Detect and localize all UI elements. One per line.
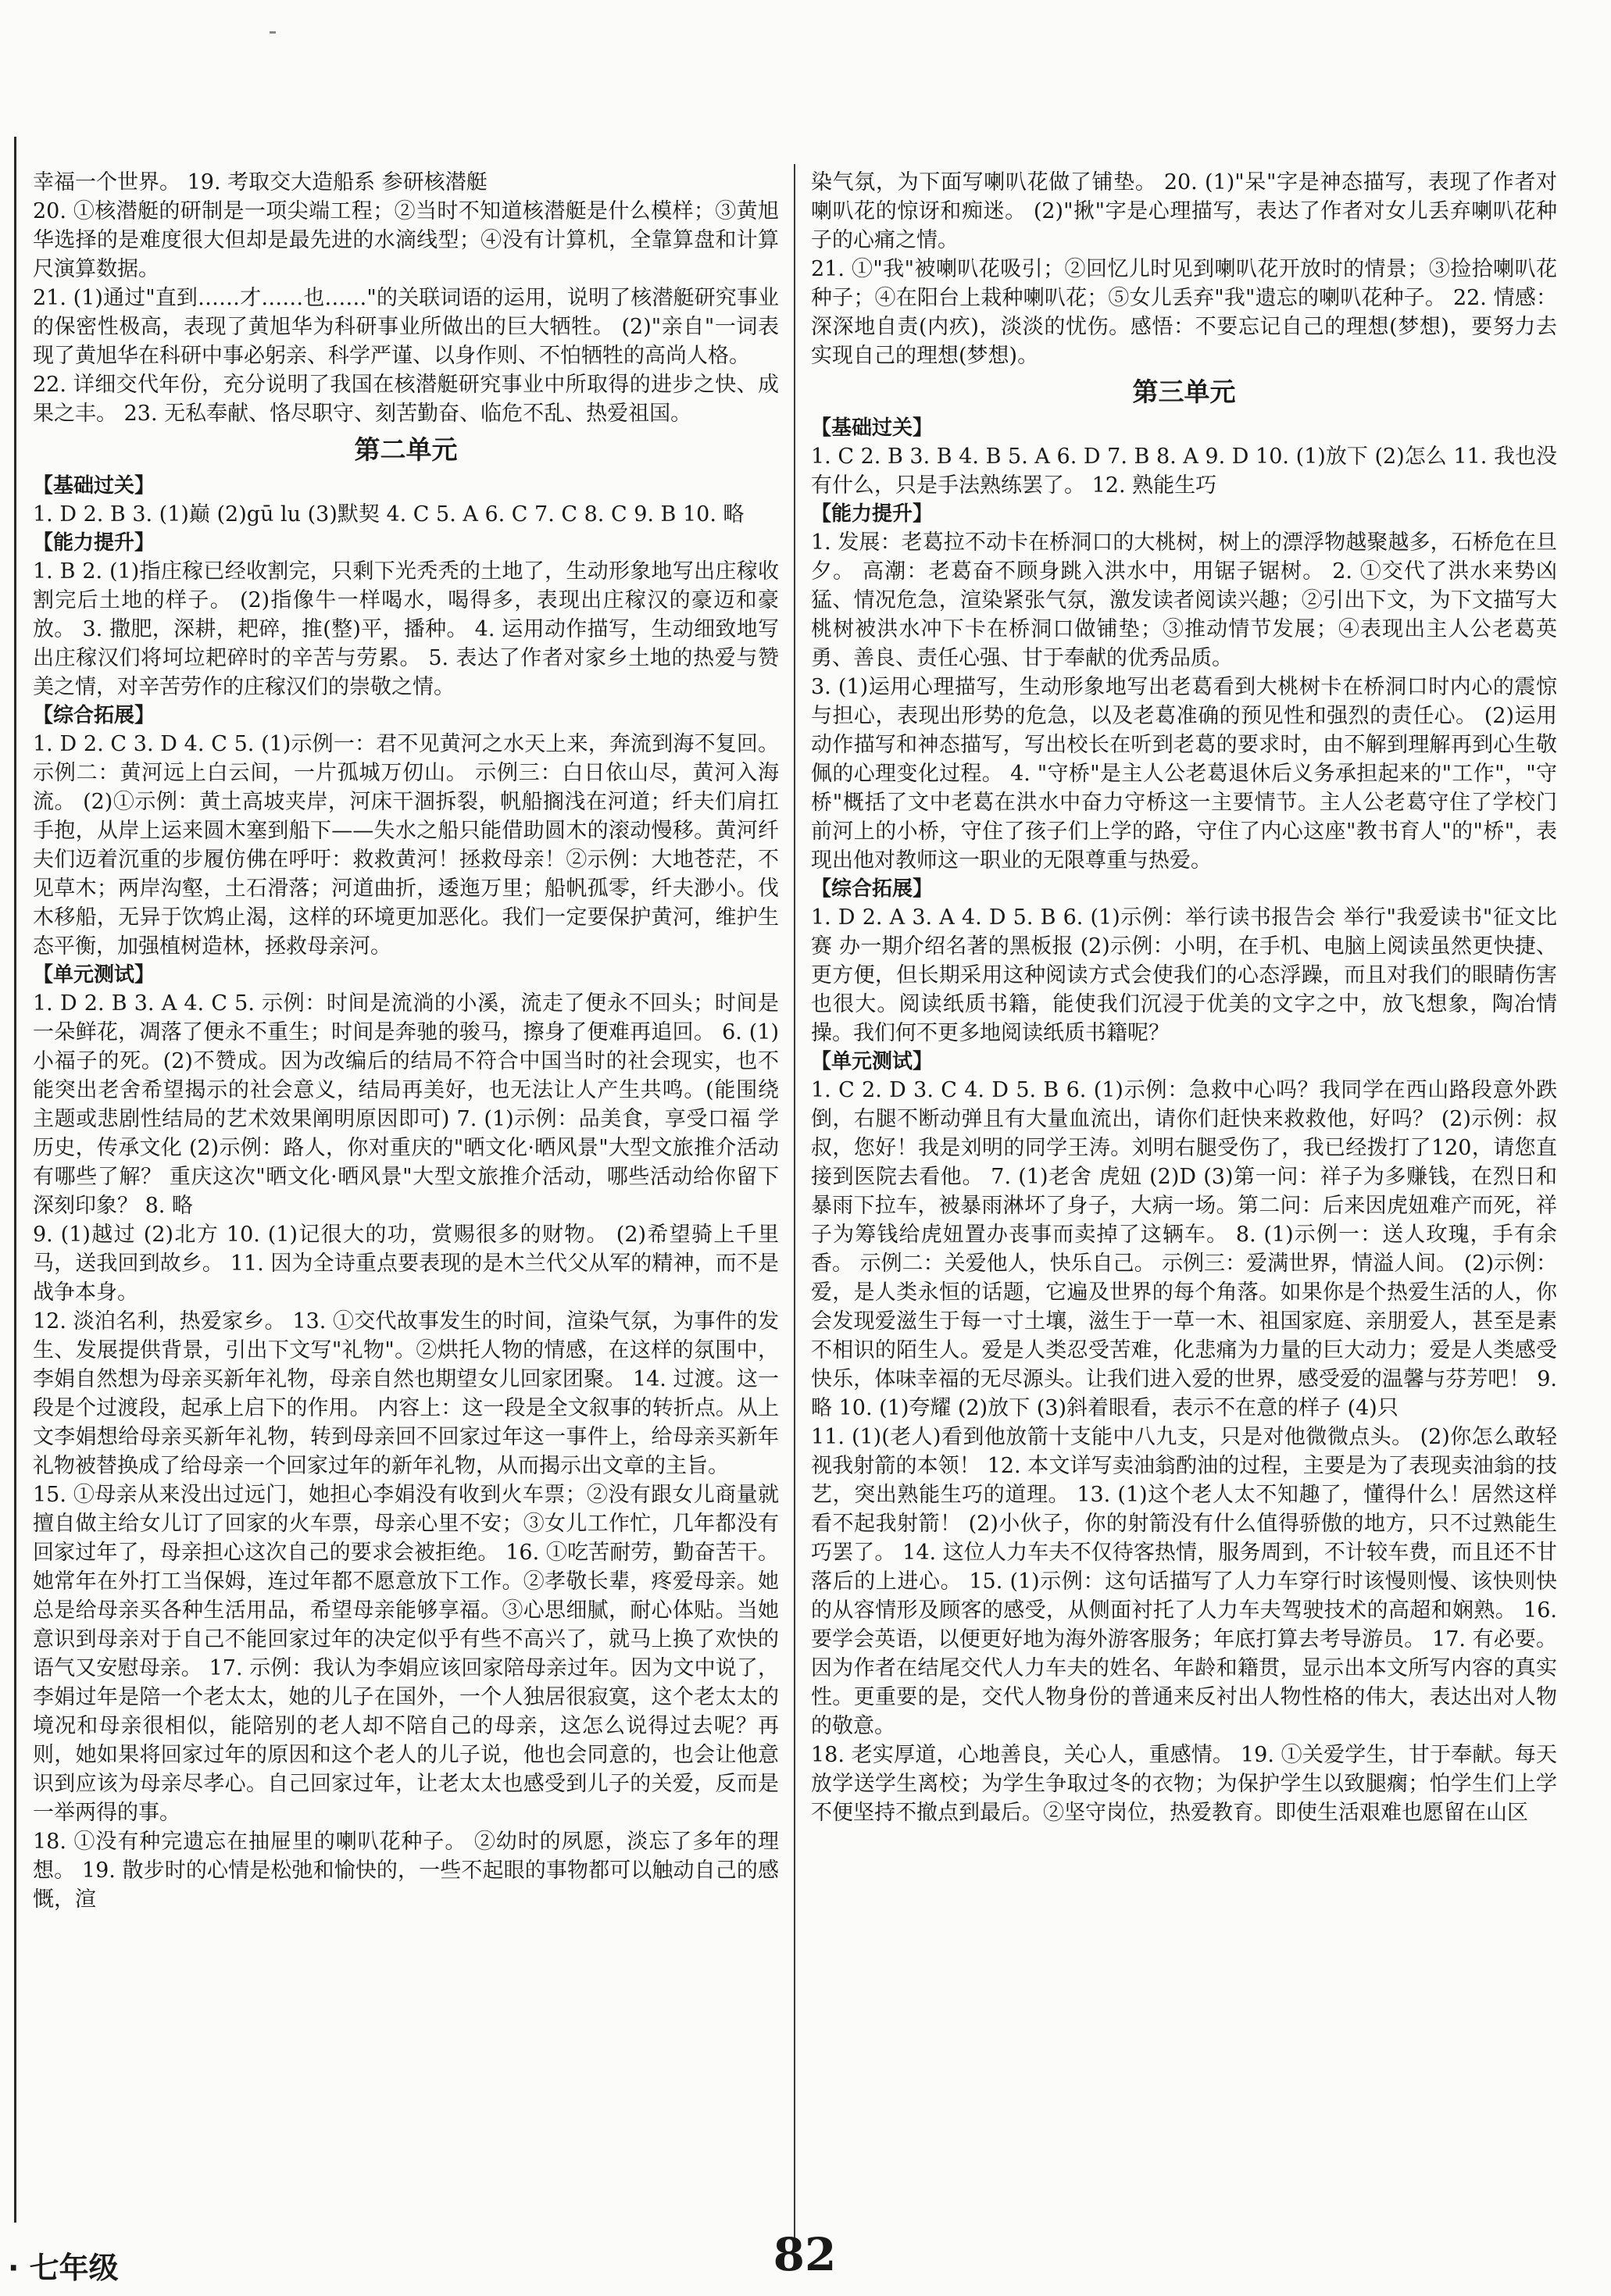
answer-paragraph: 幸福一个世界。 19. 考取交大造船系 参研核潜艇 (33, 170, 488, 195)
section-heading: 【单元测试】 (33, 963, 155, 987)
answer-paragraph: 1. 发展：老葛拉不动卡在桥洞口的大桃树，树上的漂浮物越聚越多，石桥危在旦夕。 高潮：老葛奋不顾身跳入洪水中，用锯子锯树。 2. ①交代了洪水来势凶猛、情况危急，渲染紧张气氛，激发读者阅读兴趣；②引出下文，为下文描写大桃树被洪水冲下卡在桥洞口做铺垫；③推动情节发展；④表现出主人公老葛英勇、善良、责任心强、甘于奉献的优秀品质。 (811, 530, 1557, 670)
page-number: 82 (773, 2228, 837, 2281)
unit-heading: 第三单元 (1132, 377, 1236, 407)
section-heading: 【综合拓展】 (811, 877, 934, 901)
section-heading: 【基础过关】 (811, 416, 934, 440)
section-heading: 【基础过关】 (33, 474, 155, 498)
section-heading: 【综合拓展】 (33, 704, 155, 727)
answer-paragraph: 21. ①"我"被喇叭花吸引；②回忆儿时见到喇叭花开放时的情景；③捡拾喇叭花种子；④在阳台上栽种喇叭花；⑤女儿丢弃"我"遗忘的喇叭花种子。 22. 情感：深深地自责(内疚)，淡淡的忧伤。感悟：不要忘记自己的理想(梦想)，要努力去实现自己的理想(梦想)。 (811, 257, 1557, 368)
answer-paragraph: 18. 老实厚道，心地善良，关心人，重感情。 19. ①关爱学生，甘于奉献。每天放学送学生离校；为学生争取过冬的衣物；为保护学生以致腿瘸；怕学生们上学不便坚持不撤点到最后。②坚守岗位，热爱教育。即使生活艰难也愿留在山区 (811, 1743, 1557, 1825)
footer-grade-label: · 七年级 (8, 2251, 119, 2285)
answer-paragraph: 染气氛，为下面写喇叭花做了铺垫。 20. (1)"呆"字是神态描写，表现了作者对喇叭花的惊讶和痴迷。 (2)"揪"字是心理描写，表达了作者对女儿丢弃喇叭花种子的心痛之情。 (811, 170, 1557, 252)
answer-paragraph: 1. D 2. B 3. (1)巅 (2)gū lu (3)默契 4. C 5. A 6. C 7. C 8. C 9. B 10. 略 (33, 502, 745, 527)
section-heading: 【能力提升】 (33, 531, 155, 555)
answer-paragraph: 1. D 2. B 3. A 4. C 5. 示例：时间是流淌的小溪，流走了便永不回头；时间是一朵鲜花，凋落了便永不重生；时间是奔驰的骏马，擦身了便难再追回。 6. (1)小福子的死。(2)不赞成。因为改编后的结局不符合中国当时的社会现实，也不能突出老舍希望揭示的社会意义，结局再美好，也无法让人产生共鸣。(能围绕主题或悲剧性结局的艺术效果阐明原因即可) 7. (1)示例：品美食，享受口福 学历史，传承文化 (2)示例：路人，你对重庆的"晒文化·晒风景"大型文旅推介活动有哪些了解？ 重庆这次"晒文化·晒风景"大型文旅推介活动，哪些活动给你留下深刻印象？ 8. 略 (33, 991, 779, 1218)
left-column (33, 168, 779, 1914)
column-divider (794, 164, 795, 2238)
top-mark (270, 31, 276, 34)
answer-paragraph: 3. (1)运用心理描写，生动形象地写出老葛看到大桃树卡在桥洞口时内心的震惊与担心，表现出形势的危急，以及老葛准确的预见性和强烈的责任心。 (2)运用动作描写和神态描写，写出校长在听到老葛的要求时，由不解到理解再到心生敬佩的心理变化过程。 4. "守桥"是主人公老葛退休后义务承担起来的"工作"，"守桥"概括了文中老葛在洪水中奋力守桥这一主要情节。主人公老葛守住了学校门前河上的小桥，守住了孩子们上学的路，守住了内心这座"教书育人"的"桥"，表现出他对教师这一职业的无限尊重与热爱。 (811, 675, 1557, 873)
answer-paragraph: 20. ①核潜艇的研制是一项尖端工程；②当时不知道核潜艇是什么模样；③黄旭华选择的是难度很大但却是最先进的水滴线型；④没有计算机，全靠算盘和计算尺演算数据。 (33, 199, 779, 281)
answer-paragraph: 1. D 2. A 3. A 4. D 5. B 6. (1)示例：举行读书报告会 举行"我爱读书"征文比赛 办一期介绍名著的黑板报 (2)示例：小明，在手机、电脑上阅读虽然更快捷、更方便，但长期采用这种阅读方式会使我们的心态浮躁，而且对我们的眼睛伤害也很大。阅读纸质书籍，能使我们沉浸于优美的文字之中，放飞想象，陶冶情操。我们何不更多地阅读纸质书籍呢？ (811, 905, 1557, 1045)
answer-paragraph: 11. (1)(老人)看到他放箭十支能中八九支，只是对他微微点头。 (2)你怎么敢轻视我射箭的本领！ 12. 本文详写卖油翁酌油的过程，主要是为了表现卖油翁的技艺，突出熟能生巧的道理。 13. (1)这个老人太不知趣了，懂得什么！居然这样看不起我射箭！ (2)小伙子，你的射箭没有什么值得骄傲的地方，只不过熟能生巧罢了。 14. 这位人力车夫不仅待客热情，服务周到，不计较车费，而且还不甘落后的上进心。 15. (1)示例：这句话描写了人力车穿行时该慢则慢、该快则快的从容情形及顾客的感受，从侧面衬托了人力车夫驾驶技术的高超和娴熟。 16. 要学会英语，以便更好地为海外游客服务；年底打算去考导游员。 17. 有必要。因为作者在结尾交代人力车夫的姓名、年龄和籍贯，显示出本文所写内容的真实性。更重要的是，交代人物身份的普通来反衬出人物性格的伟大，表达出对人物的敬意。 (811, 1425, 1557, 1738)
answer-paragraph: 22. 详细交代年份，充分说明了我国在核潜艇研究事业中所取得的进步之快、成果之丰。 23. 无私奉献、恪尽职守、刻苦勤奋、临危不乱、热爱祖国。 (33, 373, 779, 426)
answer-paragraph: 9. (1)越过 (2)北方 10. (1)记很大的功，赏赐很多的财物。 (2)希望骑上千里马，送我回到故乡。 11. 因为全诗重点要表现的是木兰代父从军的精神，而不是战争本身。 (33, 1223, 779, 1305)
answer-paragraph: 15. ①母亲从来没出过远门，她担心李娟没有收到火车票；②没有跟女儿商量就擅自做主给女儿订了回家的火车票，母亲心里不安；③女儿工作忙，几年都没有回家过年了，母亲担心这次自己的要求会被拒绝。 16. ①吃苦耐劳，勤奋苦干。她常年在外打工当保姆，连过年都不愿意放下工作。②孝敬长辈，疼爱母亲。她总是给母亲买各种生活用品，希望母亲能够享福。③心思细腻，耐心体贴。当她意识到母亲对于自己不能回家过年的决定似乎有些不高兴了，就马上换了欢快的语气又安慰母亲。 17. 示例：我认为李娟应该回家陪母亲过年。因为文中说了，李娟过年是陪一个老太太，她的儿子在国外，一个人独居很寂寞，这个老太太的境况和母亲很相似，能陪别的老人却不陪自己的母亲，这怎么说得过去呢？再则，她如果将回家过年的原因和这个老人的儿子说，他也会同意的，也会让他意识到应该为母亲尽孝心。自己回家过年，让老太太也感受到儿子的关爱，反而是一举两得的事。 (33, 1483, 779, 1825)
answer-paragraph: 1. C 2. B 3. B 4. B 5. A 6. D 7. B 8. A 9. D 10. (1)放下 (2)怎么 11. 我也没有什么，只是手法熟练罢了。 12. 熟能生巧 (811, 445, 1557, 498)
answer-paragraph: 1. B 2. (1)指庄稼已经收割完，只剩下光秃秃的土地了，生动形象地写出庄稼收割完后土地的样子。 (2)指像牛一样喝水，喝得多，表现出庄稼汉的豪迈和豪放。 3. 撒肥，深耕，耙碎，推(整)平，播种。 4. 运用动作描写，生动细致地写出庄稼汉们将坷垃耙碎时的辛苦与劳累。 5. 表达了作者对家乡土地的热爱与赞美之情，对辛苦劳作的庄稼汉们的崇敬之情。 (33, 559, 779, 699)
section-heading: 【单元测试】 (811, 1050, 934, 1073)
answer-paragraph: 18. ①没有种完遗忘在抽屉里的喇叭花种子。 ②幼时的夙愿，淡忘了多年的理想。 19. 散步时的心情是松弛和愉快的，一些不起眼的事物都可以触动自己的感慨，渲 (33, 1830, 779, 1912)
unit-heading: 第二单元 (354, 434, 458, 465)
answer-paragraph: 1. C 2. D 3. C 4. D 5. B 6. (1)示例：急救中心吗？我同学在西山路段意外跌倒，右腿不断动弹且有大量血流出，请你们赶快来救救他，好吗？ (2)示例：叔叔，您好！我是刘明的同学王涛。刘明右腿受伤了，我已经拨打了120，请您直接到医院去看他。 7. (1)老舍 虎妞 (2)D (3)第一问：祥子为多赚钱，在烈日和暴雨下拉车，被暴雨淋坏了身子，大病一场。第二问：后来因虎妞难产而死，祥子为筹钱给虎妞置办丧事而卖掉了这辆车。 8. (1)示例一：送人玫瑰，手有余香。 示例二：关爱他人，快乐自己。 示例三：爱满世界，情溢人间。 (2)示例：爱，是人类永恒的话题，它遍及世界的每个角落。如果你是个热爱生活的人，你会发现爱滋生于每一寸土壤，滋生于一草一木、祖国家庭、亲朋爱人，甚至是素不相识的陌生人。爱是人类忍受苦难，化悲痛为力量的巨大动力；爱是人类感受快乐，体味幸福的无尽源头。让我们进入爱的世界，感受爱的温馨与芬芳吧！ 9. 略 10. (1)夸耀 (2)放下 (3)斜着眼看，表示不在意的样子 (4)只 (811, 1078, 1557, 1420)
page-edge-line (14, 137, 16, 2223)
section-heading: 【能力提升】 (811, 502, 934, 526)
answer-paragraph: 1. D 2. C 3. D 4. C 5. (1)示例一：君不见黄河之水天上来，奔流到海不复回。 示例二：黄河远上白云间，一片孤城万仞山。 示例三：白日依山尽，黄河入海流。 (2)①示例：黄土高坡夹岸，河床干涸拆裂，帆船搁浅在河道；纤夫们肩扛手抱，从岸上运来圆木塞到船下——失水之船只能借助圆木的滚动慢移。黄河纤夫们迈着沉重的步履仿佛在呼吁：救救黄河！拯救母亲！②示例：大地苍茫，不见草木；两岸沟壑，土石滑落；河道曲折，逶迤万里；船帆孤零，纤夫渺小。伐木移船，无异于饮鸩止渴，这样的环境更加恶化。我们一定要保护黄河，维护生态平衡，加强植树造林，拯救母亲河。 (33, 732, 779, 959)
answer-paragraph: 12. 淡泊名利，热爱家乡。 13. ①交代故事发生的时间，渲染气氛，为事件的发生、发展提供背景，引出下文写"礼物"。②烘托人物的情感，在这样的氛围中，李娟自然想为母亲买新年礼物，母亲自然也期望女儿回家团聚。 14. 过渡。这一段是个过渡段，起承上启下的作用。 内容上：这一段是全文叙事的转折点。从上文李娟想给母亲买新年礼物，转到母亲回不回家过年这一事件上，给母亲买新年礼物被替换成了给母亲一个回家过年的新年礼物，从而揭示出文章的主旨。 (33, 1309, 779, 1478)
answer-paragraph: 21. (1)通过"直到……才……也……"的关联词语的运用，说明了核潜艇研究事业的保密性极高，表现了黄旭华为科研事业所做出的巨大牺牲。 (2)"亲自"一词表现了黄旭华在科研中事必躬亲、科学严谨、以身作则、不怕牺牲的高尚人格。 (33, 286, 779, 368)
right-column (811, 168, 1557, 1827)
